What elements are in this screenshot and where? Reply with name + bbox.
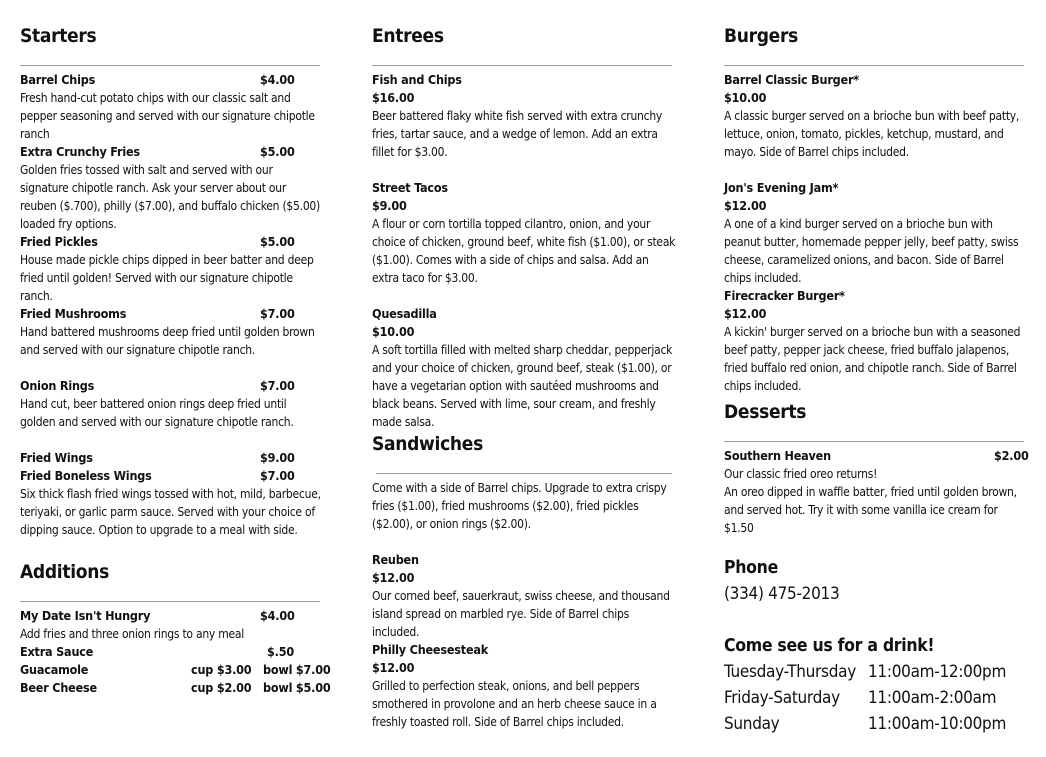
starters-heading: Starters [20,25,97,47]
quesadilla-name: Quesadilla [372,306,437,321]
southern-heaven-line1: Our classic fried oreo returns! [724,467,878,481]
southern-heaven-desc: An oreo dipped in waffle batter, fried until golden brown, and served hot. Try it with some vanilla ice cream for $1.50 [724,485,1017,535]
firecracker-burger-desc: A kickin' burger served on a brioche bun with a seasoned beef patty, pepper jack cheese, fried buffalo jalapenos, fried buffalo red onion, and chipotle ranch. Side of Barrel chips included. [724,325,1021,393]
burgers-divider [724,65,1024,66]
reuben-desc: Our corned beef, sauerkraut, swiss cheese, and thousand island spread on marbled rye. Side of Barrel chips included. [372,589,670,639]
jons-evening-jam-price: $12.00 [724,198,767,213]
philly-cheesesteak-desc: Grilled to perfection steak, onions, and bell peppers smothered in provolone and an herb cheese sauce in a freshly toasted roll. Side of Barrel chips included. [372,679,657,729]
onion-rings-desc: Hand cut, beer battered onion rings deep fried until golden and served with our signature chipotle ranch. [20,397,294,429]
southern-heaven-name: Southern Heaven [724,448,831,463]
extra-sauce-price: $.50 [267,644,294,659]
my-date-price: $4.00 [260,608,295,623]
firecracker-burger-price: $12.00 [724,306,767,321]
fried-wings-name: Fried Wings [20,450,93,465]
extra-crunchy-fries-price: $5.00 [260,144,295,159]
desserts-divider [724,441,1024,442]
guacamole-bowl-price: bowl $7.00 [263,662,331,677]
phone-label: Phone [724,558,778,578]
sandwiches-divider [376,473,672,474]
barrel-classic-burger-name: Barrel Classic Burger* [724,72,859,87]
fish-and-chips-name: Fish and Chips [372,72,462,87]
fried-mushrooms-name: Fried Mushrooms [20,306,127,321]
additions-heading: Additions [20,561,109,583]
jons-evening-jam-name: Jon's Evening Jam* [724,180,839,195]
fried-pickles-desc: House made pickle chips dipped in beer batter and deep fried until golden! Served with our signature chipotle ranch. [20,253,314,303]
starters-divider [20,65,320,66]
street-tacos-desc: A flour or corn tortilla topped cilantro, onion, and your choice of chicken, ground beef, white fish ($1.00), or steak ($1.00). Comes with a side of chips and salsa. Add an extra taco for $3.00. [372,217,676,285]
street-tacos-price: $9.00 [372,198,407,213]
barrel-classic-burger-desc: A classic burger served on a brioche bun with beef patty, lettuce, onion, tomato, pickles, ketchup, mustard, and mayo. Side of Barrel chips included. [724,109,1020,159]
street-tacos-name: Street Tacos [372,180,448,195]
fried-boneless-wings-name: Fried Boneless Wings [20,468,152,483]
barrel-chips-price: $4.00 [260,72,295,87]
firecracker-burger-name: Firecracker Burger* [724,288,845,303]
fried-wings-price: $9.00 [260,450,295,465]
reuben-price: $12.00 [372,570,415,585]
hours-time-fri-sat: 11:00am-2:00am [868,688,997,708]
phone-number: (334) 475-2013 [724,584,840,604]
extra-crunchy-fries-desc: Golden fries tossed with salt and served with our signature chipotle ranch. Ask your server about our reuben ($.700), philly ($7.00), and buffalo chicken ($5.00) loaded fry options. [20,163,321,231]
fried-pickles-name: Fried Pickles [20,234,98,249]
barrel-chips-desc: Fresh hand-cut potato chips with our classic salt and pepper seasoning and served with our signature chipotle ranch [20,91,315,141]
drink-heading: Come see us for a drink! [724,636,935,656]
hours-time-tue-thu: 11:00am-12:00pm [868,662,1007,682]
extra-crunchy-fries-name: Extra Crunchy Fries [20,144,140,159]
southern-heaven-price: $2.00 [994,448,1029,463]
extra-sauce-name: Extra Sauce [20,644,94,659]
hours-days-fri-sat: Friday-Saturday [724,688,840,708]
my-date-name: My Date Isn't Hungry [20,608,151,623]
quesadilla-desc: A soft tortilla filled with melted sharp cheddar, pepperjack and your choice of chicken, ground beef, steak ($1.00), or have a vegetarian option with sautéed mushrooms and black beans. Served with lime, sour cream, and freshly made salsa. [372,343,673,429]
fried-boneless-wings-price: $7.00 [260,468,295,483]
fish-and-chips-desc: Beer battered flaky white fish served with extra crunchy fries, tartar sauce, and a wedge of lemon. Add an extra fillet for $3.00. [372,109,663,159]
onion-rings-price: $7.00 [260,378,295,393]
sandwiches-intro: Come with a side of Barrel chips. Upgrade to extra crispy fries ($1.00), fried mushrooms ($2.00), fried pickles ($2.00), or onion rings ($2.00). [372,481,667,531]
barrel-classic-burger-price: $10.00 [724,90,767,105]
barrel-chips-name: Barrel Chips [20,72,96,87]
fried-pickles-price: $5.00 [260,234,295,249]
my-date-desc: Add fries and three onion rings to any meal [20,627,245,641]
guacamole-name: Guacamole [20,662,89,677]
desserts-heading: Desserts [724,401,807,423]
burgers-heading: Burgers [724,25,798,47]
hours-days-tue-thu: Tuesday-Thursday [724,662,856,682]
entrees-heading: Entrees [372,25,444,47]
jons-evening-jam-desc: A one of a kind burger served on a brioche bun with peanut butter, homemade pepper jelly, beef patty, swiss cheese, caramelized onions, and bacon. Side of Barrel chips included. [724,217,1019,285]
fried-mushrooms-price: $7.00 [260,306,295,321]
philly-cheesesteak-name: Philly Cheesesteak [372,642,489,657]
onion-rings-name: Onion Rings [20,378,95,393]
reuben-name: Reuben [372,552,419,567]
hours-time-sunday: 11:00am-10:00pm [868,714,1007,734]
additions-divider [20,601,320,602]
philly-cheesesteak-price: $12.00 [372,660,415,675]
beer-cheese-bowl-price: bowl $5.00 [263,680,331,695]
beer-cheese-cup-price: cup $2.00 [191,680,252,695]
fried-mushrooms-desc: Hand battered mushrooms deep fried until golden brown and served with our signature chipotle ranch. [20,325,315,357]
guacamole-cup-price: cup $3.00 [191,662,252,677]
entrees-divider [372,65,672,66]
hours-days-sunday: Sunday [724,714,780,734]
quesadilla-price: $10.00 [372,324,415,339]
sandwiches-heading: Sandwiches [372,433,483,455]
fried-wings-desc: Six thick flash fried wings tossed with hot, mild, barbecue, teriyaki, or garlic parm sauce. Served with your choice of dipping sauce. Option to upgrade to a meal with side. [20,487,321,537]
beer-cheese-name: Beer Cheese [20,680,97,695]
fish-and-chips-price: $16.00 [372,90,415,105]
